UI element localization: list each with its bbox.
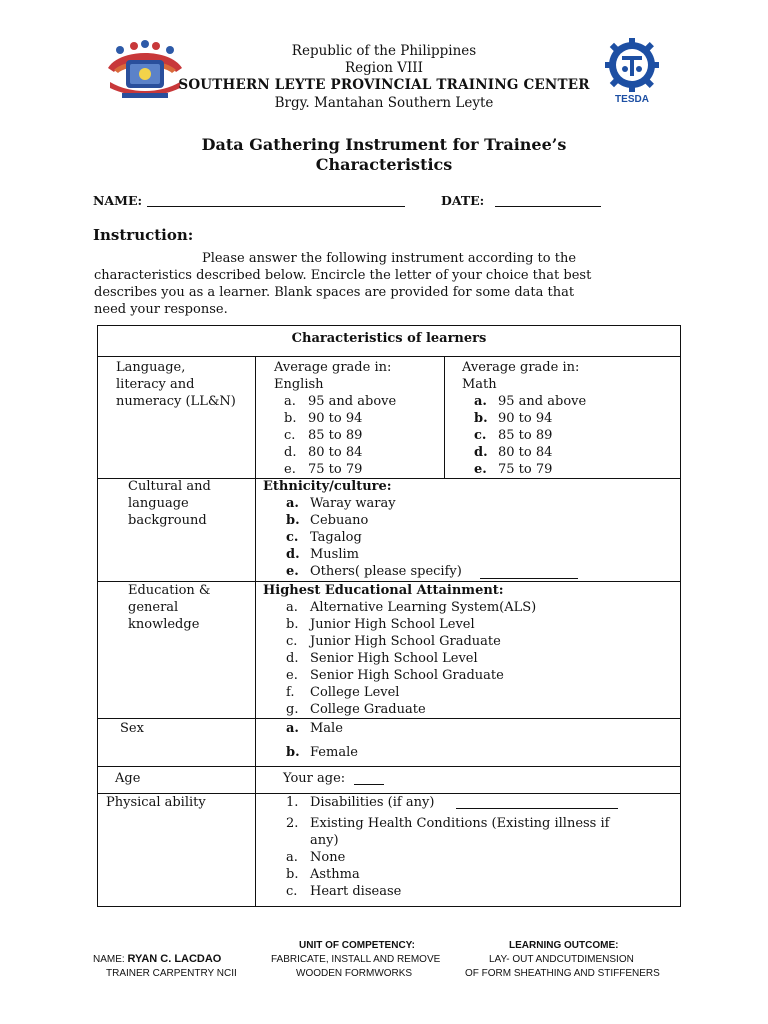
table-title: Characteristics of learners: [291, 331, 487, 346]
option-letter: c.: [286, 530, 299, 545]
option-text: College Level: [310, 685, 400, 700]
header-region: Region VIII: [345, 60, 423, 76]
header-country: Republic of the Philippines: [291, 43, 477, 59]
english-option-d[interactable]: [284, 444, 362, 461]
table-column-divider: [255, 356, 256, 906]
option-letter: e.: [474, 462, 487, 477]
footer-lo-heading: LEARNING OUTCOME:: [509, 940, 619, 951]
date-field[interactable]: [495, 206, 601, 207]
option-letter: b.: [286, 867, 299, 882]
option-letter: b.: [474, 411, 488, 426]
option-letter: d.: [286, 651, 299, 666]
header-address: Brgy. Mantahan Southern Leyte: [274, 95, 494, 111]
option-text: Female: [310, 745, 358, 760]
option-text: Asthma: [310, 867, 360, 882]
footer-trainer-name: [93, 953, 221, 966]
option-text: Junior High School Graduate: [310, 634, 501, 649]
option-text: 95 and above: [498, 394, 587, 409]
age-field[interactable]: [354, 784, 384, 785]
option-letter: a.: [286, 600, 298, 615]
option-letter: f.: [286, 685, 295, 700]
item-text: Disabilities (if any): [310, 795, 435, 810]
english-option-c[interactable]: [284, 427, 362, 444]
instruction-line1: Please answer the following instrument according to the: [202, 251, 577, 266]
option-letter: c.: [286, 634, 298, 649]
option-letter: e.: [286, 564, 299, 579]
footer-trainer-role: TRAINER CARPENTRY NCII: [106, 968, 237, 979]
option-text: None: [310, 850, 346, 865]
english-subject-label: English: [274, 377, 324, 392]
option-text: 90 to 94: [498, 411, 553, 426]
option-text: Alternative Learning System(ALS): [310, 600, 537, 615]
option-letter: e.: [286, 668, 298, 683]
option-letter: b.: [286, 617, 299, 632]
instruction-line4: need your response.: [94, 302, 228, 317]
option-letter: c.: [284, 428, 296, 443]
option-letter: c.: [474, 428, 487, 443]
option-letter: a.: [286, 721, 299, 736]
english-option-e[interactable]: [284, 461, 362, 478]
english-option-a[interactable]: [284, 393, 396, 410]
age-prompt: Your age:: [283, 771, 346, 786]
math-option-d[interactable]: [474, 444, 552, 461]
ethnicity-option-a[interactable]: [286, 495, 396, 512]
option-letter: d.: [284, 445, 297, 460]
ethnicity-heading: Ethnicity/culture:: [263, 479, 392, 494]
option-text: Heart disease: [310, 884, 402, 899]
option-letter: a.: [286, 496, 299, 511]
footer-uc-line1: FABRICATE, INSTALL AND REMOVE: [271, 954, 441, 965]
education-option-b[interactable]: [286, 616, 475, 633]
learner-characteristics-table: [97, 325, 681, 907]
date-label: DATE:: [441, 193, 485, 208]
option-text: Male: [310, 721, 343, 736]
education-option-c[interactable]: [286, 633, 501, 650]
health-option-b[interactable]: [286, 866, 360, 883]
document-title-line1: Data Gathering Instrument for Trainee’s: [201, 135, 567, 154]
option-letter: b.: [284, 411, 297, 426]
health-option-c[interactable]: [286, 883, 401, 900]
english-grade-heading: Average grade in:: [274, 360, 392, 375]
math-option-e[interactable]: [474, 461, 552, 478]
name-field[interactable]: [147, 206, 405, 207]
option-letter: b.: [286, 513, 300, 528]
ethnicity-option-b[interactable]: [286, 512, 368, 529]
math-option-b[interactable]: [474, 410, 552, 427]
row-label-physical: Physical ability: [106, 795, 206, 810]
english-option-b[interactable]: [284, 410, 362, 427]
ethnicity-option-d[interactable]: [286, 546, 359, 563]
table-column-divider: [444, 356, 445, 478]
option-text: 90 to 94: [308, 411, 363, 426]
option-letter: e.: [284, 462, 296, 477]
footer-lo-line1: LAY- OUT ANDCUTDIMENSION: [489, 954, 634, 965]
row-label-age: Age: [115, 771, 141, 786]
option-text: 80 to 84: [308, 445, 363, 460]
document-title-line2: Characteristics: [315, 155, 453, 174]
math-subject-label: Math: [462, 377, 497, 392]
table-row-divider: [98, 766, 680, 767]
row-label-cultural: background: [128, 513, 207, 528]
disabilities-field[interactable]: [456, 808, 618, 809]
footer-uc-heading: UNIT OF COMPETENCY:: [299, 940, 415, 951]
health-conditions-item: [286, 815, 609, 832]
row-label-cultural: Cultural and: [128, 479, 211, 494]
health-conditions-cont: any): [310, 833, 339, 848]
option-text: 80 to 84: [498, 445, 553, 460]
disabilities-item: [286, 794, 434, 811]
option-text: 85 to 89: [308, 428, 363, 443]
option-text: 75 to 79: [498, 462, 553, 477]
option-text: Junior High School Level: [310, 617, 475, 632]
table-row-divider: [98, 718, 680, 719]
option-text: Waray waray: [310, 496, 396, 511]
table-row-divider: [98, 356, 680, 357]
math-option-c[interactable]: [474, 427, 552, 444]
option-letter: b.: [286, 745, 300, 760]
option-letter: a.: [284, 394, 296, 409]
others-specify-field[interactable]: [480, 578, 578, 579]
education-option-g[interactable]: [286, 701, 426, 718]
option-text: 75 to 79: [308, 462, 363, 477]
instruction-line2: characteristics described below. Encircle the letter of your choice that best: [94, 268, 592, 283]
instruction-line3: describes you as a learner. Blank spaces are provided for some data that: [94, 285, 575, 300]
education-option-e[interactable]: [286, 667, 504, 684]
ethnicity-option-c[interactable]: [286, 529, 362, 546]
item-number: 2.: [286, 816, 299, 831]
option-text: Senior High School Graduate: [310, 668, 504, 683]
option-text: Muslim: [310, 547, 359, 562]
row-label-language: numeracy (LL&N): [116, 394, 236, 409]
instruction-heading: Instruction:: [93, 226, 194, 244]
option-text: Senior High School Level: [310, 651, 478, 666]
option-text: 95 and above: [308, 394, 397, 409]
row-label-cultural: language: [128, 496, 189, 511]
option-letter: a.: [286, 850, 298, 865]
row-label-education: general: [128, 600, 179, 615]
ethnicity-option-e[interactable]: [286, 563, 462, 580]
education-option-a[interactable]: [286, 599, 536, 616]
row-label-education: Education &: [128, 583, 211, 598]
tesda-wordmark: TESDA: [615, 94, 649, 104]
row-label-education: knowledge: [128, 617, 200, 632]
option-letter: a.: [474, 394, 487, 409]
footer-name-prefix: NAME:: [93, 954, 128, 965]
sex-option-male[interactable]: [286, 720, 343, 737]
option-letter: c.: [286, 884, 298, 899]
option-text: Tagalog: [310, 530, 362, 545]
item-text: Existing Health Conditions (Existing illness if: [310, 816, 610, 831]
footer-name-value: RYAN C. LACDAO: [127, 953, 222, 965]
footer-lo-line2: OF FORM SHEATHING AND STIFFENERS: [465, 968, 660, 979]
option-text: Cebuano: [310, 513, 369, 528]
name-label: NAME:: [93, 193, 143, 208]
option-letter: d.: [286, 547, 300, 562]
math-option-a[interactable]: [474, 393, 586, 410]
option-text: 85 to 89: [498, 428, 553, 443]
education-option-f[interactable]: [286, 684, 399, 701]
math-grade-heading: Average grade in:: [462, 360, 580, 375]
header-center-name: SOUTHERN LEYTE PROVINCIAL TRAINING CENTER: [178, 77, 590, 93]
education-option-d[interactable]: [286, 650, 478, 667]
row-label-language: Language,: [116, 360, 186, 375]
row-label-sex: Sex: [120, 721, 144, 736]
option-letter: g.: [286, 702, 299, 717]
education-heading: Highest Educational Attainment:: [263, 583, 504, 598]
option-text: Others( please specify): [310, 564, 462, 579]
sex-option-female[interactable]: [286, 744, 358, 761]
row-label-language: literacy and: [116, 377, 195, 392]
option-letter: d.: [474, 445, 488, 460]
health-option-a[interactable]: [286, 849, 345, 866]
footer-uc-line2: WOODEN FORMWORKS: [296, 968, 413, 979]
item-number: 1.: [286, 795, 299, 810]
option-text: College Graduate: [310, 702, 426, 717]
